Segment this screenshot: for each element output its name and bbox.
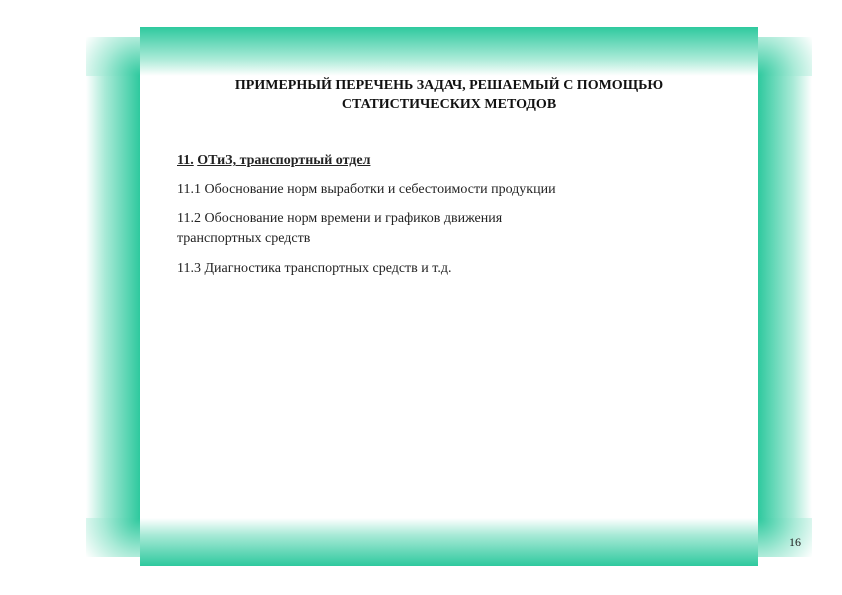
slide-content (140, 76, 758, 518)
list-item-11-1: 11.1 Обоснование норм выработки и себестоимости продукции (177, 182, 556, 197)
slide-title-line-1: ПРИМЕРНЫЙ ПЕРЕЧЕНЬ ЗАДАЧ, РЕШАЕМЫЙ С ПОМОЩЬЮ (234, 78, 664, 93)
list-item-11-3: 11.3 Диагностика транспортных средств и т.д. (177, 261, 452, 276)
slide-title (140, 76, 758, 114)
frame-bar-left (86, 76, 140, 518)
frame-corner-top-left (86, 37, 140, 76)
frame-corner-top-right (758, 37, 812, 76)
section-title: ОТиЗ, транспортный отдел (197, 153, 371, 168)
frame-corner-bottom-right (758, 518, 812, 557)
section-number: 11. (177, 153, 194, 168)
page-number: 16 (789, 535, 801, 549)
list-item-11-2: 11.2 Обоснование норм времени и графиков движения транспортных средств (177, 211, 503, 246)
section-heading (177, 151, 647, 171)
frame-bar-right (758, 76, 812, 518)
frame-corner-bottom-left (86, 518, 140, 557)
frame-bar-bottom (140, 518, 758, 566)
slide-title-line-2: СТАТИСТИЧЕСКИХ МЕТОДОВ (341, 97, 557, 112)
frame-bar-top (140, 27, 758, 76)
